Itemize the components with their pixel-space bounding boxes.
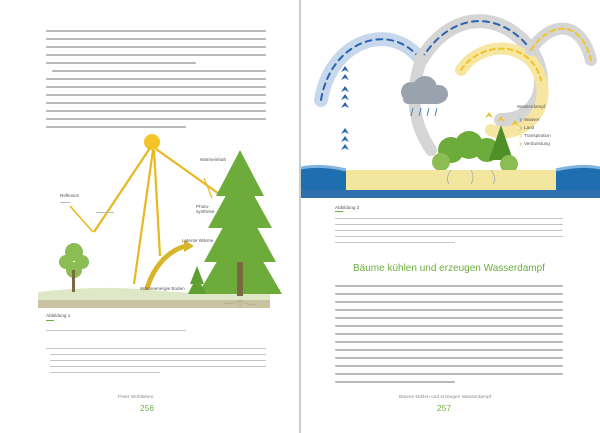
legend-item-water: Wasser: [524, 117, 540, 122]
figure-2-tag: Abbildung 2: [335, 205, 360, 210]
evaporation-arrows: [341, 66, 349, 150]
left-running-head: Peter Wohlleben: [118, 395, 154, 400]
stored-heat-label: [96, 209, 114, 214]
legend-item-land: Land: [524, 125, 535, 130]
water-cycle-figure: [301, 0, 600, 210]
right-page: [301, 0, 600, 433]
latent-heat-label: Wärmeinhalt: [200, 157, 226, 162]
reflection-label: Reflexion: [60, 193, 80, 198]
cloud-icon: [401, 76, 448, 104]
energy-balance-figure: [0, 0, 299, 433]
legend-item-evaporation: Verdunstung: [524, 141, 550, 146]
section-heading: Bäume kühlen und erzeugen Wasserdampf: [353, 263, 545, 274]
figure-1-caption: [46, 330, 186, 331]
left-page-number: 256: [140, 404, 155, 413]
photosynthesis-label: Photo- synthese: [196, 204, 215, 214]
right-running-head: Bäume kühlen und erzeugen Wasserdampf: [399, 395, 492, 400]
left-page: [0, 0, 299, 433]
caption-rule-2: [335, 211, 343, 212]
sun-icon: [144, 134, 160, 150]
legend-item-transpiration: Transpiration: [524, 133, 551, 138]
caption-rule: [46, 320, 54, 321]
sensible-heat-label: Latente Wärme: [182, 238, 214, 243]
reflection-arrow: [70, 206, 93, 232]
land-band: [346, 170, 556, 190]
right-page-number: 257: [437, 404, 452, 413]
figure-1-tag: Abbildung 1: [46, 313, 71, 318]
soil-heat-label: Wärmeenergie Boden: [140, 286, 185, 291]
reflection-value-placeholder: [60, 199, 70, 204]
sapling: [188, 266, 206, 294]
legend-title: Wasserdampf: [517, 104, 546, 109]
